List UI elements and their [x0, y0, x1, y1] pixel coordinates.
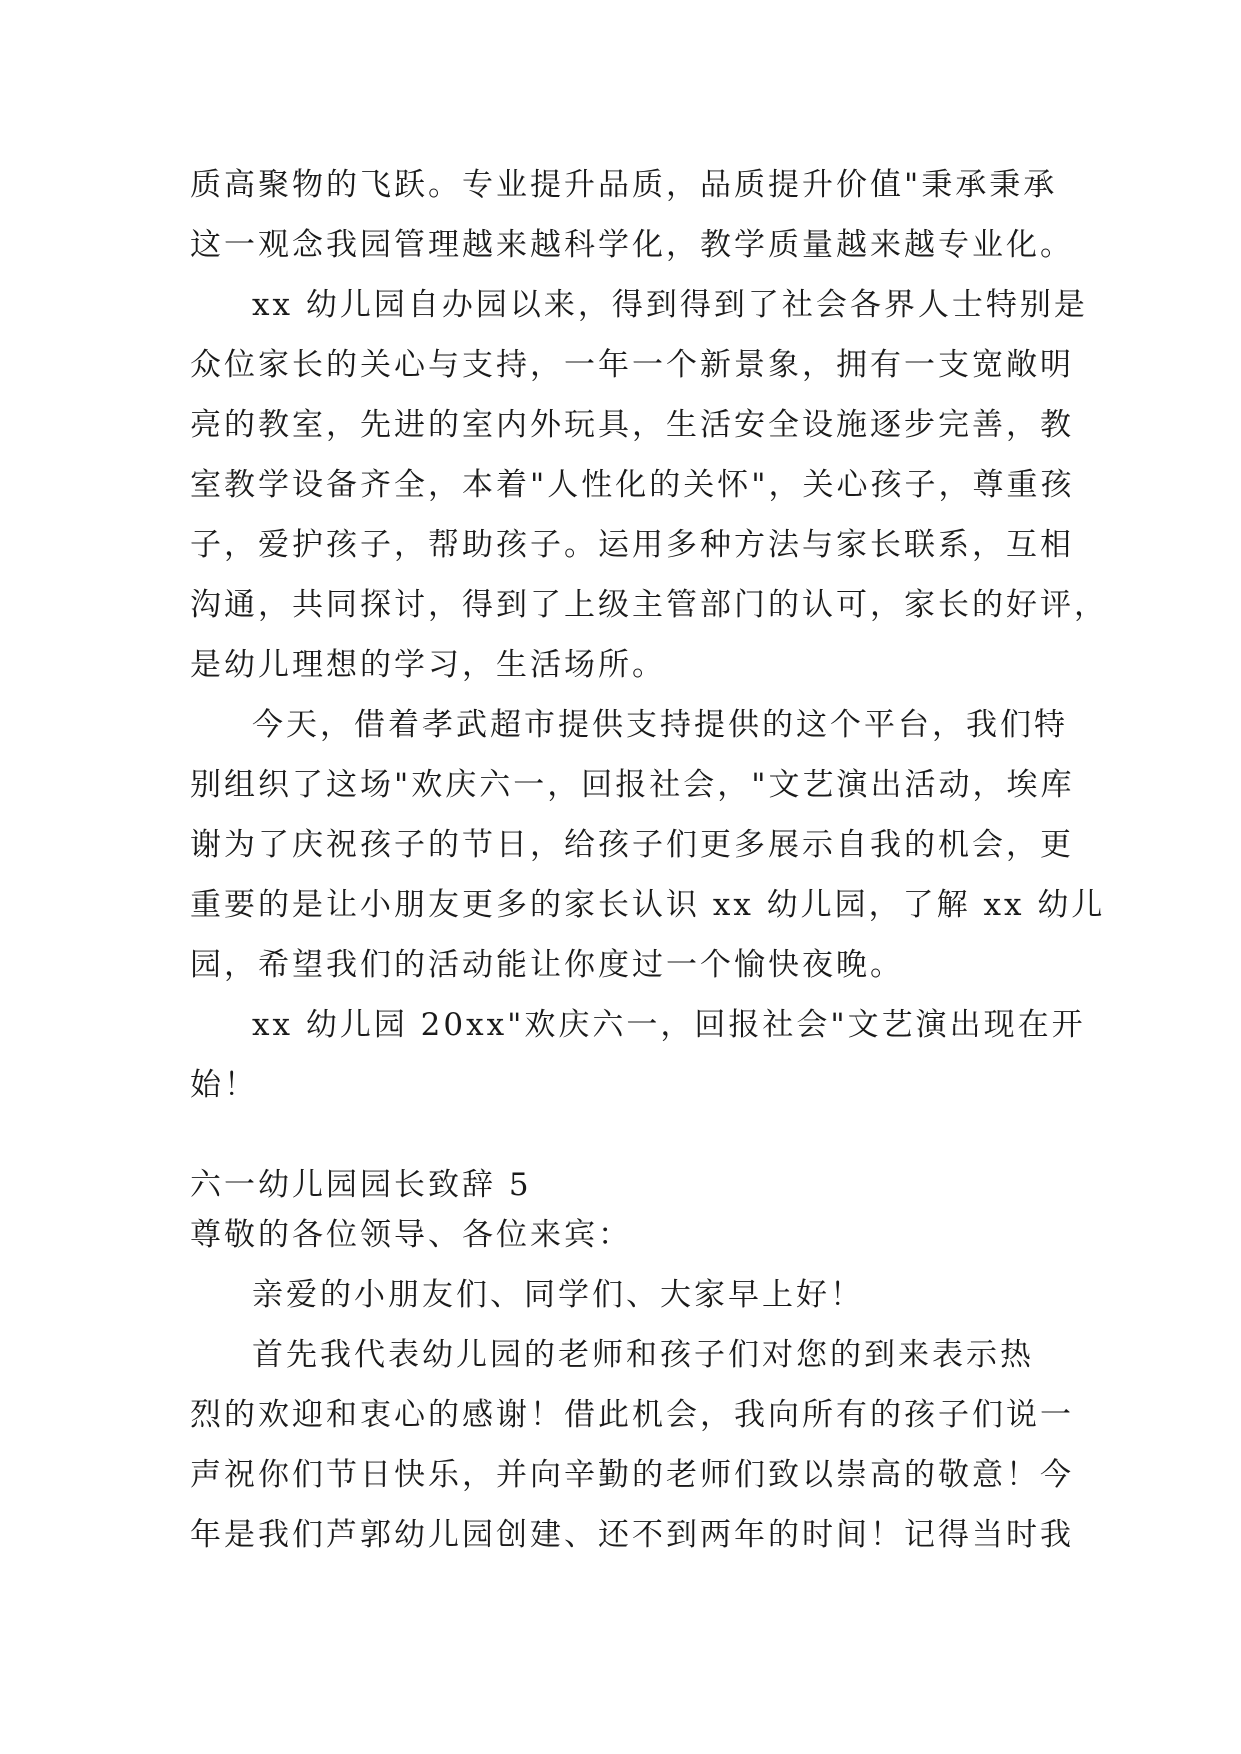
text-line: 重要的是让小朋友更多的家长认识 xx 幼儿园，了解 xx 幼儿: [190, 887, 1106, 923]
text-line: 是幼儿理想的学习，生活场所。: [190, 647, 666, 683]
paragraph-start-line: 首先我代表幼儿园的老师和孩子们对您的到来表示热: [252, 1337, 1034, 1373]
paragraph-start-line: 今天，借着孝武超市提供支持提供的这个平台，我们特: [252, 707, 1068, 743]
text-line: 年是我们芦郭幼儿园创建、还不到两年的时间！记得当时我: [190, 1517, 1074, 1553]
text-line: 室教学设备齐全，本着"人性化的关怀"，关心孩子，尊重孩: [190, 467, 1075, 503]
text-line: 沟通，共同探讨，得到了上级主管部门的认可，家长的好评，: [190, 587, 1108, 623]
text-line: 亮的教室，先进的室内外玩具，生活安全设施逐步完善，教: [190, 407, 1074, 443]
text-line: 众位家长的关心与支持，一年一个新景象，拥有一支宽敞明: [190, 347, 1074, 383]
text-line: 谢为了庆祝孩子的节日，给孩子们更多展示自我的机会，更: [190, 827, 1074, 863]
section-heading: 六一幼儿园园长致辞 5: [190, 1167, 532, 1203]
text-line: 子，爱护孩子，帮助孩子。运用多种方法与家长联系，互相: [190, 527, 1074, 563]
text-line: 别组织了这场"欢庆六一，回报社会，"文艺演出活动，埃库: [190, 767, 1075, 803]
text-line: 声祝你们节日快乐，并向辛勤的老师们致以崇高的敬意！今: [190, 1457, 1074, 1493]
salutation-line: 尊敬的各位领导、各位来宾：: [190, 1217, 632, 1253]
text-line: 这一观念我园管理越来越科学化，教学质量越来越专业化。: [190, 227, 1074, 263]
paragraph-start-line: xx 幼儿园自办园以来，得到得到了社会各界人士特别是: [252, 287, 1088, 323]
paragraph-start-line: xx 幼儿园 20xx"欢庆六一，回报社会"文艺演出现在开: [252, 1007, 1086, 1043]
greeting-line: 亲爱的小朋友们、同学们、大家早上好！: [252, 1277, 864, 1313]
text-line: 始！: [190, 1067, 258, 1103]
text-line: 质高聚物的飞跃。专业提升品质，品质提升价值"秉承秉承: [190, 167, 1058, 203]
text-line: 烈的欢迎和衷心的感谢！借此机会，我向所有的孩子们说一: [190, 1397, 1074, 1433]
text-line: 园，希望我们的活动能让你度过一个愉快夜晚。: [190, 947, 904, 983]
